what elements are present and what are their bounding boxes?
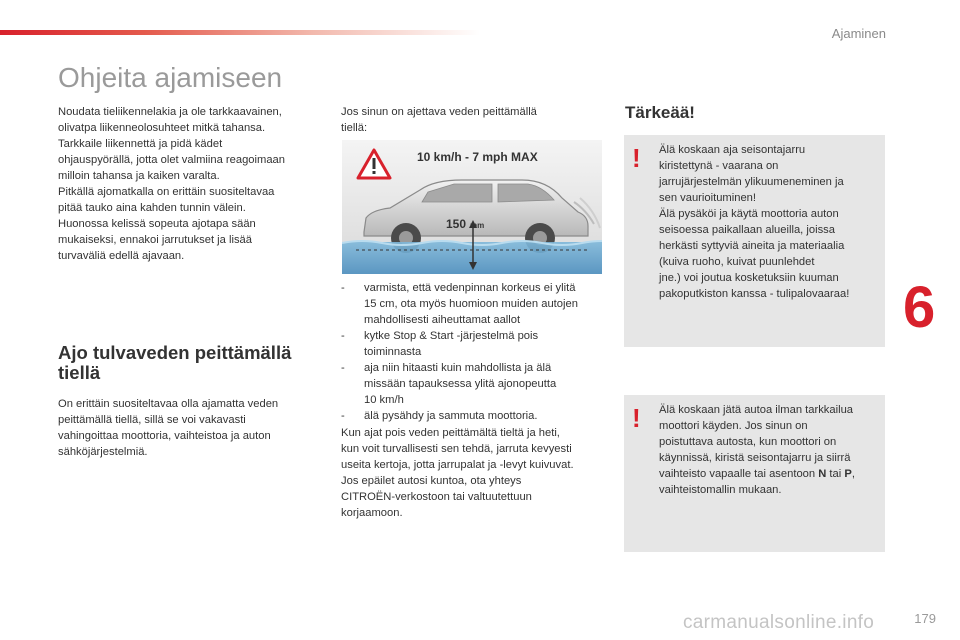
intro-paragraph: Noudata tieliikennelakia ja ole tarkkaavainen, olivatpa liikenneolosuhteet mitkä tahansa. Tarkkaile liikennettä ja pidä kädet ohjauspyörällä, jotta olet valmiina reagoimaan milloin tahansa ja kaiken varalta. Pitkällä ajomatkalla on erittäin suositeltavaa pitää tauko aina kahden tunnin välein. Huonossa kelissä sopeuta ajotapa sään mukaiseksi, ennakoi jarrutukset ja lisää turvaväliä edellä ajavaan.: [58, 106, 285, 262]
watermark: carmanualsonline.info: [683, 612, 875, 633]
page-number: 179: [914, 611, 936, 626]
flood-driving-bullet-list: [341, 280, 603, 424]
important-heading: Tärkeää!: [625, 103, 695, 122]
bullet-marker: -: [341, 410, 345, 422]
water-surface: [342, 242, 602, 274]
bullet-text: kytke Stop & Start -järjestelmä pois toiminnasta: [364, 330, 539, 358]
gear-n-label: N: [818, 468, 827, 480]
flood-instructions-intro: Jos sinun on ajettava veden peittämällä tiellä:: [341, 106, 537, 134]
warning-text: [659, 402, 879, 498]
bullet-marker: -: [341, 362, 345, 374]
list-item: [341, 360, 603, 408]
page-title: Ohjeita ajamiseen: [58, 62, 283, 93]
flooded-road-illustration: [342, 140, 602, 274]
after-flood-paragraph: Kun ajat pois veden peittämältä tieltä ja heti, kun voit turvallisesti sen tehdä, jarruta kevyesti useita kertoja, jotta jarrupalat ja -levyt kuivuvat. Jos epäilet autosi kuntoa, ota yhteys CITROËN-verkostoon tai valtuutettuun korjaamoon.: [341, 427, 574, 519]
bullet-text: aja niin hitaasti kuin mahdollista ja älä missään tapauksessa ylitä ajonopeutta 10 km/h: [364, 362, 557, 406]
header-accent-bar: [0, 30, 480, 35]
warning-text: Älä koskaan aja seisontajarru kiristettynä - vaarana on jarrujärjestelmän ylikuumeneminen ja sen vaurioituminen! Älä pysäköi ja käytä moottoria auton seisoessa paikallaan alueilla, joissa herkästi syttyviä aineita ja materiaalia (kuiva ruoho, kuivat puunlehdet jne.) voi joutua kosketuksiin kuuman pakoputkiston kanssa - tulipalovaaraa!: [659, 144, 850, 300]
gear-p-label: P: [844, 468, 852, 480]
bullet-text: varmista, että vedenpinnan korkeus ei ylitä 15 cm, ota myös huomioon muiden autojen mahdollisesti aiheuttamat aallot: [364, 282, 578, 326]
depth-value: 150: [446, 217, 467, 231]
flood-paragraph: On erittäin suositeltavaa olla ajamatta veden peittämällä tiellä, sillä se voi vakavasti vahingoittaa moottoria, vaihteistoa ja auton sähköjärjestelmiä.: [58, 398, 279, 458]
warning-text-end: , vaihteistomallin mukaan.: [659, 468, 855, 496]
speed-limit-label: 10 km/h - 7 mph MAX: [417, 150, 538, 164]
exclamation-warning-icon: !: [632, 143, 641, 173]
list-item: [341, 408, 603, 424]
bullet-marker: -: [341, 282, 345, 294]
warning-box-parking-brake: [624, 135, 885, 347]
exclamation-warning-icon: !: [632, 403, 641, 433]
warning-box-unattended-engine: [624, 395, 885, 552]
bullet-marker: -: [341, 330, 345, 342]
warning-text-start: Älä koskaan jätä autoa ilman tarkkailua moottori käyden. Jos sinun on poistuttava autosta, kun moottori on käynnissä, kiristä seisontajarru ja siirrä vaihteisto vapaalle tai asentoon: [659, 404, 854, 480]
chapter-number: 6: [903, 275, 936, 340]
bullet-text: älä pysähdy ja sammuta moottoria.: [364, 410, 538, 422]
warning-text-mid: tai: [826, 468, 845, 480]
list-item: [341, 328, 603, 360]
flood-section-heading: Ajo tulvaveden peittämällä tiellä: [58, 342, 292, 383]
section-name: Ajaminen: [831, 26, 886, 41]
list-item: [341, 280, 603, 328]
depth-unit: mm: [470, 221, 485, 230]
